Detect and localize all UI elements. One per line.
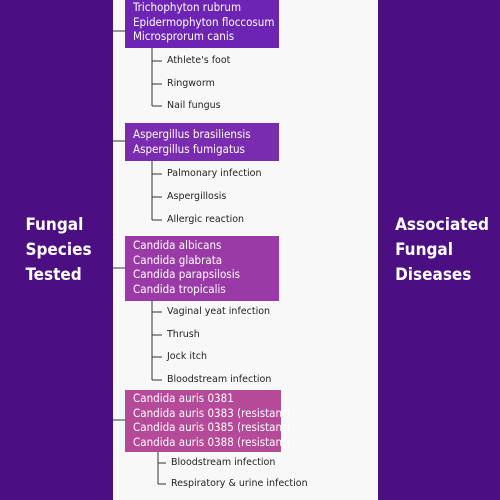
disease-label: Respiratory & urine infection <box>171 478 308 489</box>
species-name: Trichophyton rubrum <box>133 0 242 14</box>
species-box-aspergillus <box>125 123 279 161</box>
disease-label: Aspergillosis <box>167 191 227 202</box>
left-panel <box>0 0 113 500</box>
disease-label: Jock itch <box>167 351 207 362</box>
species-name: Epidermophyton floccosum <box>133 14 275 29</box>
left-panel-label <box>21 213 91 288</box>
right-panel-label <box>389 213 489 288</box>
disease-label: Bloodstream infection <box>171 457 276 468</box>
species-name: Candida glabrata <box>133 252 223 267</box>
species-box-candida-auris <box>125 390 291 452</box>
species-name: Candida auris 0381 <box>133 391 234 405</box>
species-name: Microsprorum canis <box>133 29 235 43</box>
disease-label: Athlete's foot <box>167 55 231 66</box>
species-name: Aspergillus brasiliensis <box>133 127 251 141</box>
left-label-line: Fungal <box>25 214 84 235</box>
species-name: Candida parapsilosis <box>133 267 240 281</box>
right-label-line: Associated <box>395 214 489 235</box>
disease-label: Bloodstream infection <box>167 374 272 385</box>
right-panel <box>378 0 500 500</box>
species-name: Candida albicans <box>133 238 222 252</box>
species-name: Candida tropicalis <box>133 281 226 296</box>
right-label-line: Fungal <box>395 239 453 260</box>
disease-label: Nail fungus <box>167 100 221 111</box>
disease-label: Vaginal yeat infection <box>167 306 271 317</box>
disease-label: Ringworm <box>167 78 215 89</box>
species-name: Candida auris 0385 (resistant) <box>133 420 291 434</box>
disease-label: Thrush <box>167 329 200 340</box>
left-label-line: Tested <box>25 264 82 285</box>
disease-label: Palmonary infection <box>167 168 262 179</box>
species-name: Candida auris 0383 (resistant) <box>133 405 291 420</box>
disease-label: Allergic reaction <box>167 214 245 225</box>
species-name: Aspergillus fumigatus <box>133 141 245 156</box>
species-box-candida <box>125 236 279 301</box>
species-name: Candida auris 0388 (resistant) <box>133 434 291 449</box>
left-label-line: Species <box>25 239 92 260</box>
species-box-dermatophytes <box>125 0 279 48</box>
right-label-line: Diseases <box>395 264 472 285</box>
